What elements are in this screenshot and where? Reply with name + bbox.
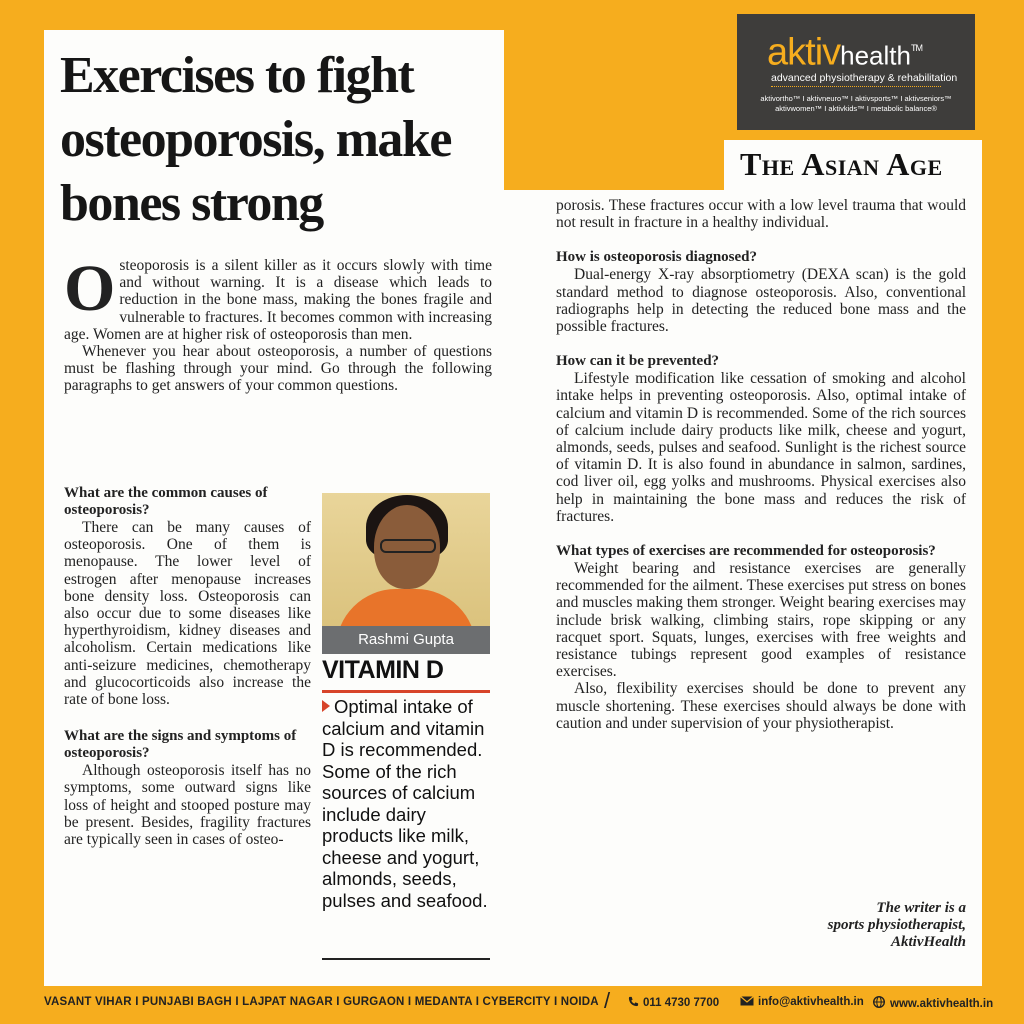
text-symptoms: Although osteoporosis itself has no symptoms, some outward signs like loss of height and stooped posture may be present. Besides, fragility fractures are typically seen in cases of osteo-	[64, 762, 311, 849]
text-continued: porosis. These fractures occur with a low level trauma that would not result in fracture in a healthy individual.	[556, 197, 966, 232]
text-prevention: Lifestyle modification like cessation of smoking and alcohol intake helps in preventing osteoporosis. Also, optimal intake of calcium and vitamin D is recommended. Some of the rich sources of calcium include dairy products like milk, cheese and yogurt, almonds, seeds, pulses and seafood. Sunlight is the richest source of vitamin D. It is also found in abundance in salmon, sardines, cod liver oil, egg yolks and mushrooms. Physical exercises also help in maintaining the bone mass and reduces the risk of fractures.	[556, 370, 966, 525]
text-flexibility: Also, flexibility exercises should be done to prevent any muscle shortening. These exercises should always be done with caution and under supervision of your physiotherapist.	[556, 680, 966, 732]
brand-wordmark: aktivhealth™	[767, 31, 922, 74]
footer-bar	[0, 986, 1024, 1024]
brand-divider	[771, 86, 941, 87]
brand-tagline: advanced physiotherapy & rehabilitation	[771, 72, 958, 84]
heading-exercises: What types of exercises are recommended for osteoporosis?	[556, 543, 936, 560]
triangle-bullet-icon	[322, 700, 330, 712]
sidebar-bottom-rule	[322, 958, 490, 960]
left-column	[64, 485, 311, 848]
author-caption: Rashmi Gupta	[322, 626, 490, 654]
intro-paragraph-2: Whenever you hear about osteoporosis, a number of questions must be flashing through your mind. Go through the following paragraphs to get answers of your common questions.	[64, 343, 492, 395]
text-causes: There can be many causes of osteoporosis. One of them is menopause. The lower level of estrogen after menopause increases bone density loss. Osteoporosis can also occur due to some diseases like hyperthyroidism, kidney diseases and alcoholism. Certain medications like anti-seizure medicines, chemotherapy and glucocorticoids also increase the rate of bone loss.	[64, 519, 311, 709]
sidebar-quote: Optimal intake of calcium and vitamin D is recommended. Some of the rich sources of calcium include dairy products like milk, cheese and yogurt, almonds, seeds, pulses and seafood.	[322, 696, 488, 911]
footer-locations: VASANT VIHAR I PUNJABI BAGH I LAJPAT NAGAR I GURGAON I MEDANTA I CYBERCITY I NOIDA	[44, 996, 599, 1008]
brand-subbrands: aktivortho™ I aktivneuro™ I aktivsports™ I aktivseniors™ aktivwomen™ I aktivkids™ I metabolic balance®	[760, 94, 952, 113]
text-exercises: Weight bearing and resistance exercises are generally recommended for the ailment. These exercises put stress on bones and muscles making them stronger. Weight bearing exercises may include brisk walking, climbing stairs, rope skipping or any racquet sport. Squats, lunges, exercises with free weights and resistance tubings represent good examples of resistance exercises.	[556, 560, 966, 681]
phone-icon	[628, 996, 639, 1007]
article-headline: Exercises to fight osteoporosis, make bones strong	[60, 47, 451, 232]
heading-prevention: How can it be prevented?	[556, 353, 720, 370]
globe-icon	[872, 996, 886, 1008]
brand-logo	[737, 14, 975, 130]
text-diagnosis: Dual-energy X-ray absorptiometry (DEXA scan) is the gold standard method to diagnose osteoporosis. Also, conventional radiographs help in detecting the reduced bone mass and the possible fractures.	[556, 266, 966, 336]
article-intro: Osteoporosis is a silent killer as it occurs slowly with time and without warning. It is a disease which leads to reduction in the bone mass, making the bones fragile and vulnerable to fractures. It becomes common with increasing age. Women are at higher risk of osteoporosis than men. Whenever you hear about osteoporosis, a number of questions must be flashing through your mind. Go through the following paragraphs to get answers of your common questions.	[64, 252, 492, 395]
right-column	[556, 197, 966, 732]
author-byline: The writer is a sports physiotherapist, AktivHealth	[827, 900, 966, 950]
footer-divider: /	[604, 988, 611, 1013]
heading-symptoms: What are the signs and symptoms of osteoporosis?	[64, 728, 297, 762]
dropcap: O	[64, 252, 116, 325]
footer-email[interactable]: info@aktivhealth.in	[740, 996, 864, 1008]
newspaper-masthead: The Asian Age	[740, 146, 943, 182]
sidebar-rule	[322, 690, 490, 693]
envelope-icon	[740, 996, 754, 1006]
footer-phone[interactable]: 011 4730 7700	[628, 996, 719, 1009]
heading-diagnosis: How is osteoporosis diagnosed?	[556, 249, 758, 266]
sidebar-title: VITAMIN D	[322, 656, 444, 684]
heading-causes: What are the common causes of osteoporosis?	[64, 485, 268, 518]
glasses-icon	[380, 539, 436, 553]
footer-website[interactable]: www.aktivhealth.in	[872, 996, 993, 1010]
